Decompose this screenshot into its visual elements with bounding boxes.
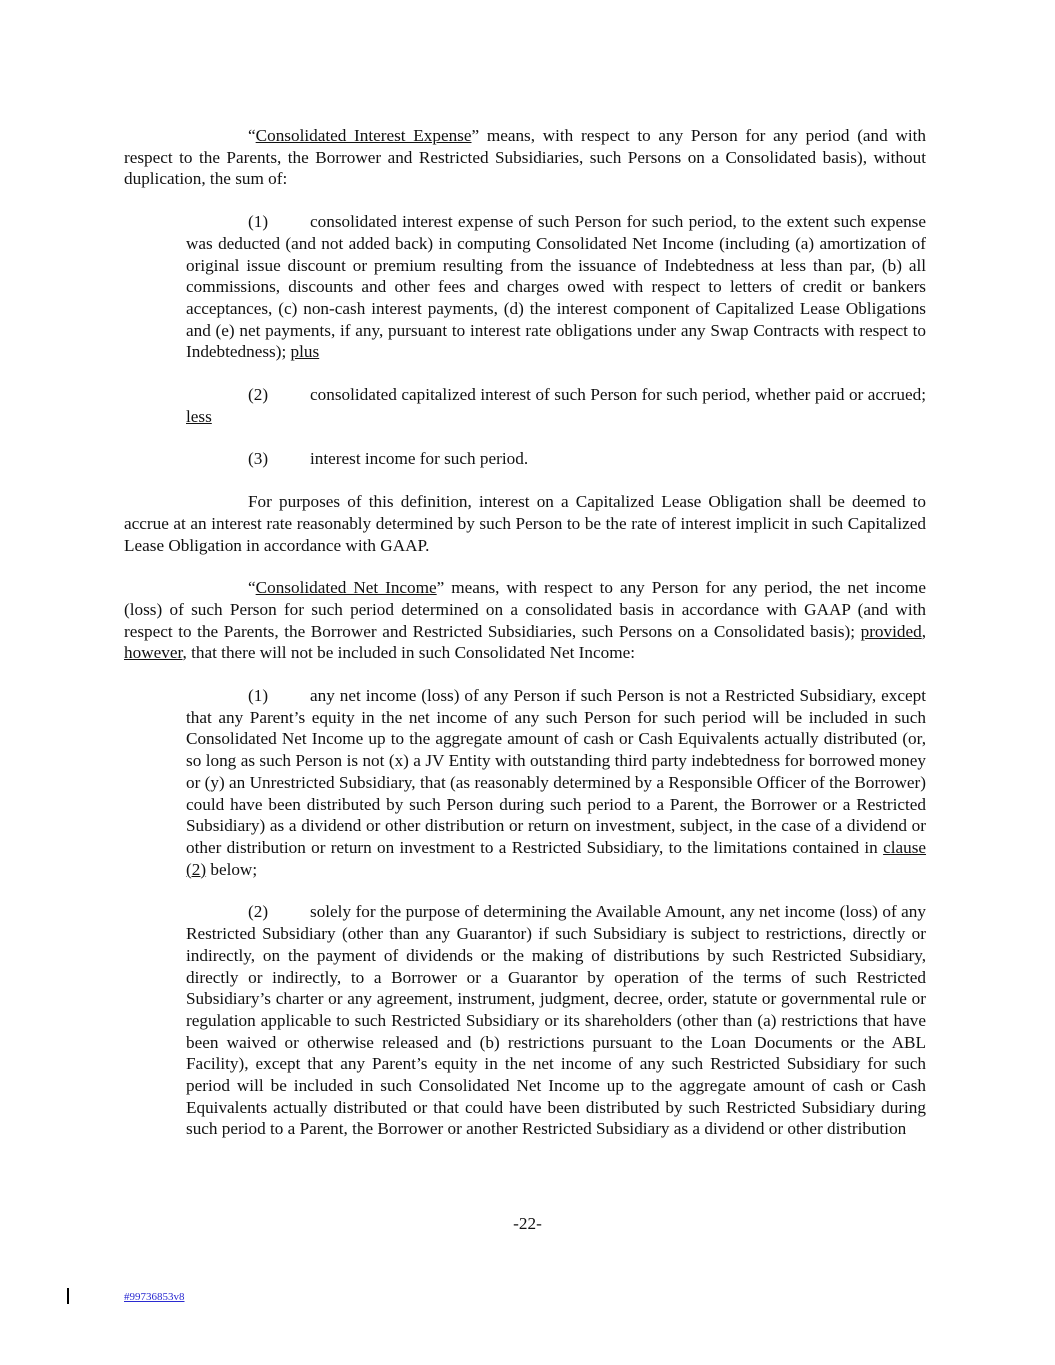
- list-item: [186, 901, 926, 1140]
- document-body: [124, 125, 926, 1161]
- definition-tail: , that there will not be included in such Consolidated Net Income:: [182, 643, 635, 663]
- item-text: solely for the purpose of determining the Available Amount, any net income (loss) of any Restricted Subsidiary (other than any Guarantor) if such Subsidiary is subject to restrictions, directly or indirectly, on the payment of dividends or the making of distributions by such Restricted Subsidiary, directly or indirectly, to a Borrower or a Guarantor by operation of the terms of such Restricted Subsidiary’s charter or any agreement, instrument, judgment, decree, order, statute or governmental rule or regulation applicable to such Restricted Subsidiary or its shareholders (other than (a) restrictions that have been waived or otherwise released and (b) restrictions pursuant to the Loan Documents or the ABL Facility), except that any Parent’s equity in the net income of any such Restricted Subsidiary for such period will be included in such Consolidated Net Income up to the aggregate amount of cash or Cash Equivalents actually distributed or that could have been distributed by such Restricted Subsidiary during such period to a Parent, the Borrower or another Restricted Subsidiary as a dividend or other distribution: [186, 902, 926, 1139]
- however-term: however: [124, 643, 183, 663]
- conjunction-link: less: [186, 406, 212, 426]
- definition-text: ” means, with respect to any Person for any period, the net income (loss) of such Person for such period determined on a consolidated basis in accordance with GAAP (and with respect to the Parents, the Borrower and Restricted Subsidiaries, such Persons on a Consolidated basis);: [124, 578, 926, 641]
- item-number: (1): [248, 686, 269, 706]
- item-number: (2): [248, 902, 269, 922]
- item-number: (1): [248, 212, 269, 232]
- item-number: (2): [248, 385, 269, 405]
- list-item: [186, 211, 926, 363]
- clause-reference-link: clause (2): [186, 837, 927, 879]
- list-item: [186, 685, 926, 880]
- definition-text: ” means, with respect to any Person for any period (and with respect to the Parents, the Borrower and Restricted Subsidiaries, such Persons on a Consolidated basis), without duplication, the sum of:: [124, 126, 926, 189]
- item-tail: below;: [206, 859, 258, 879]
- body-paragraph: [124, 491, 926, 556]
- conjunction-link: plus: [290, 342, 320, 362]
- list-item: [186, 448, 926, 470]
- comma: ,: [921, 621, 927, 641]
- item-text: consolidated capitalized interest of such Person for such period, whether paid or accrued;: [310, 385, 926, 405]
- item-text: consolidated interest expense of such Person for such period, to the extent such expense was deducted (and not added back) in computing Consolidated Net Income (including (a) amortization of original issue discount or premium resulting from the issuance of Indebtedness at less than par, (b) all commissions, discounts and other fees and charges owed with respect to letters of credit or bankers acceptances, (c) non-cash interest payments, (d) the interest component of Capitalized Lease Obligations and (e) net payments, if any, pursuant to interest rate obligations under any Swap Contracts with respect to Indebtedness);: [186, 212, 926, 362]
- item-number: (3): [248, 449, 269, 469]
- open-quote: “: [248, 578, 256, 598]
- item-text: interest income for such period.: [310, 449, 529, 469]
- defined-term: Consolidated Net Income: [255, 578, 437, 598]
- page-number: -22-: [513, 1214, 542, 1233]
- revision-bar: [67, 1288, 69, 1304]
- provided-term: provided: [860, 621, 922, 641]
- document-id-link[interactable]: #99736853v8: [124, 1291, 185, 1303]
- definition-consolidated-net-income: [124, 577, 926, 664]
- definition-consolidated-interest-expense: [124, 125, 926, 190]
- item-text: any net income (loss) of any Person if such Person is not a Restricted Subsidiary, except that any Parent’s equity in the net income of any such Person for such period will be included in such Consolidated Net Income up to the aggregate amount of cash or Cash Equivalents actually distributed (or, so long as such Person is not (x) a JV Entity with outstanding third party indebtedness for borrowed money or (y) an Unrestricted Subsidiary, that (as reasonably determined by a Responsible Officer of the Borrower) could have been distributed by such Person during such period to a Parent, the Borrower or a Restricted Subsidiary) as a dividend or other distribution or return on investment, subject, in the case of a dividend or other distribution or return on investment to a Restricted Subsidiary, to the limitations contained in: [186, 686, 926, 857]
- defined-term: Consolidated Interest Expense: [255, 126, 472, 145]
- open-quote: “: [248, 126, 256, 145]
- paragraph-text: For purposes of this definition, interest on a Capitalized Lease Obligation shall be deemed to accrue at an interest rate reasonably determined by such Person to be the rate of interest implicit in such Capitalized Lease Obligation in accordance with GAAP.: [124, 492, 926, 555]
- list-item: [186, 384, 926, 427]
